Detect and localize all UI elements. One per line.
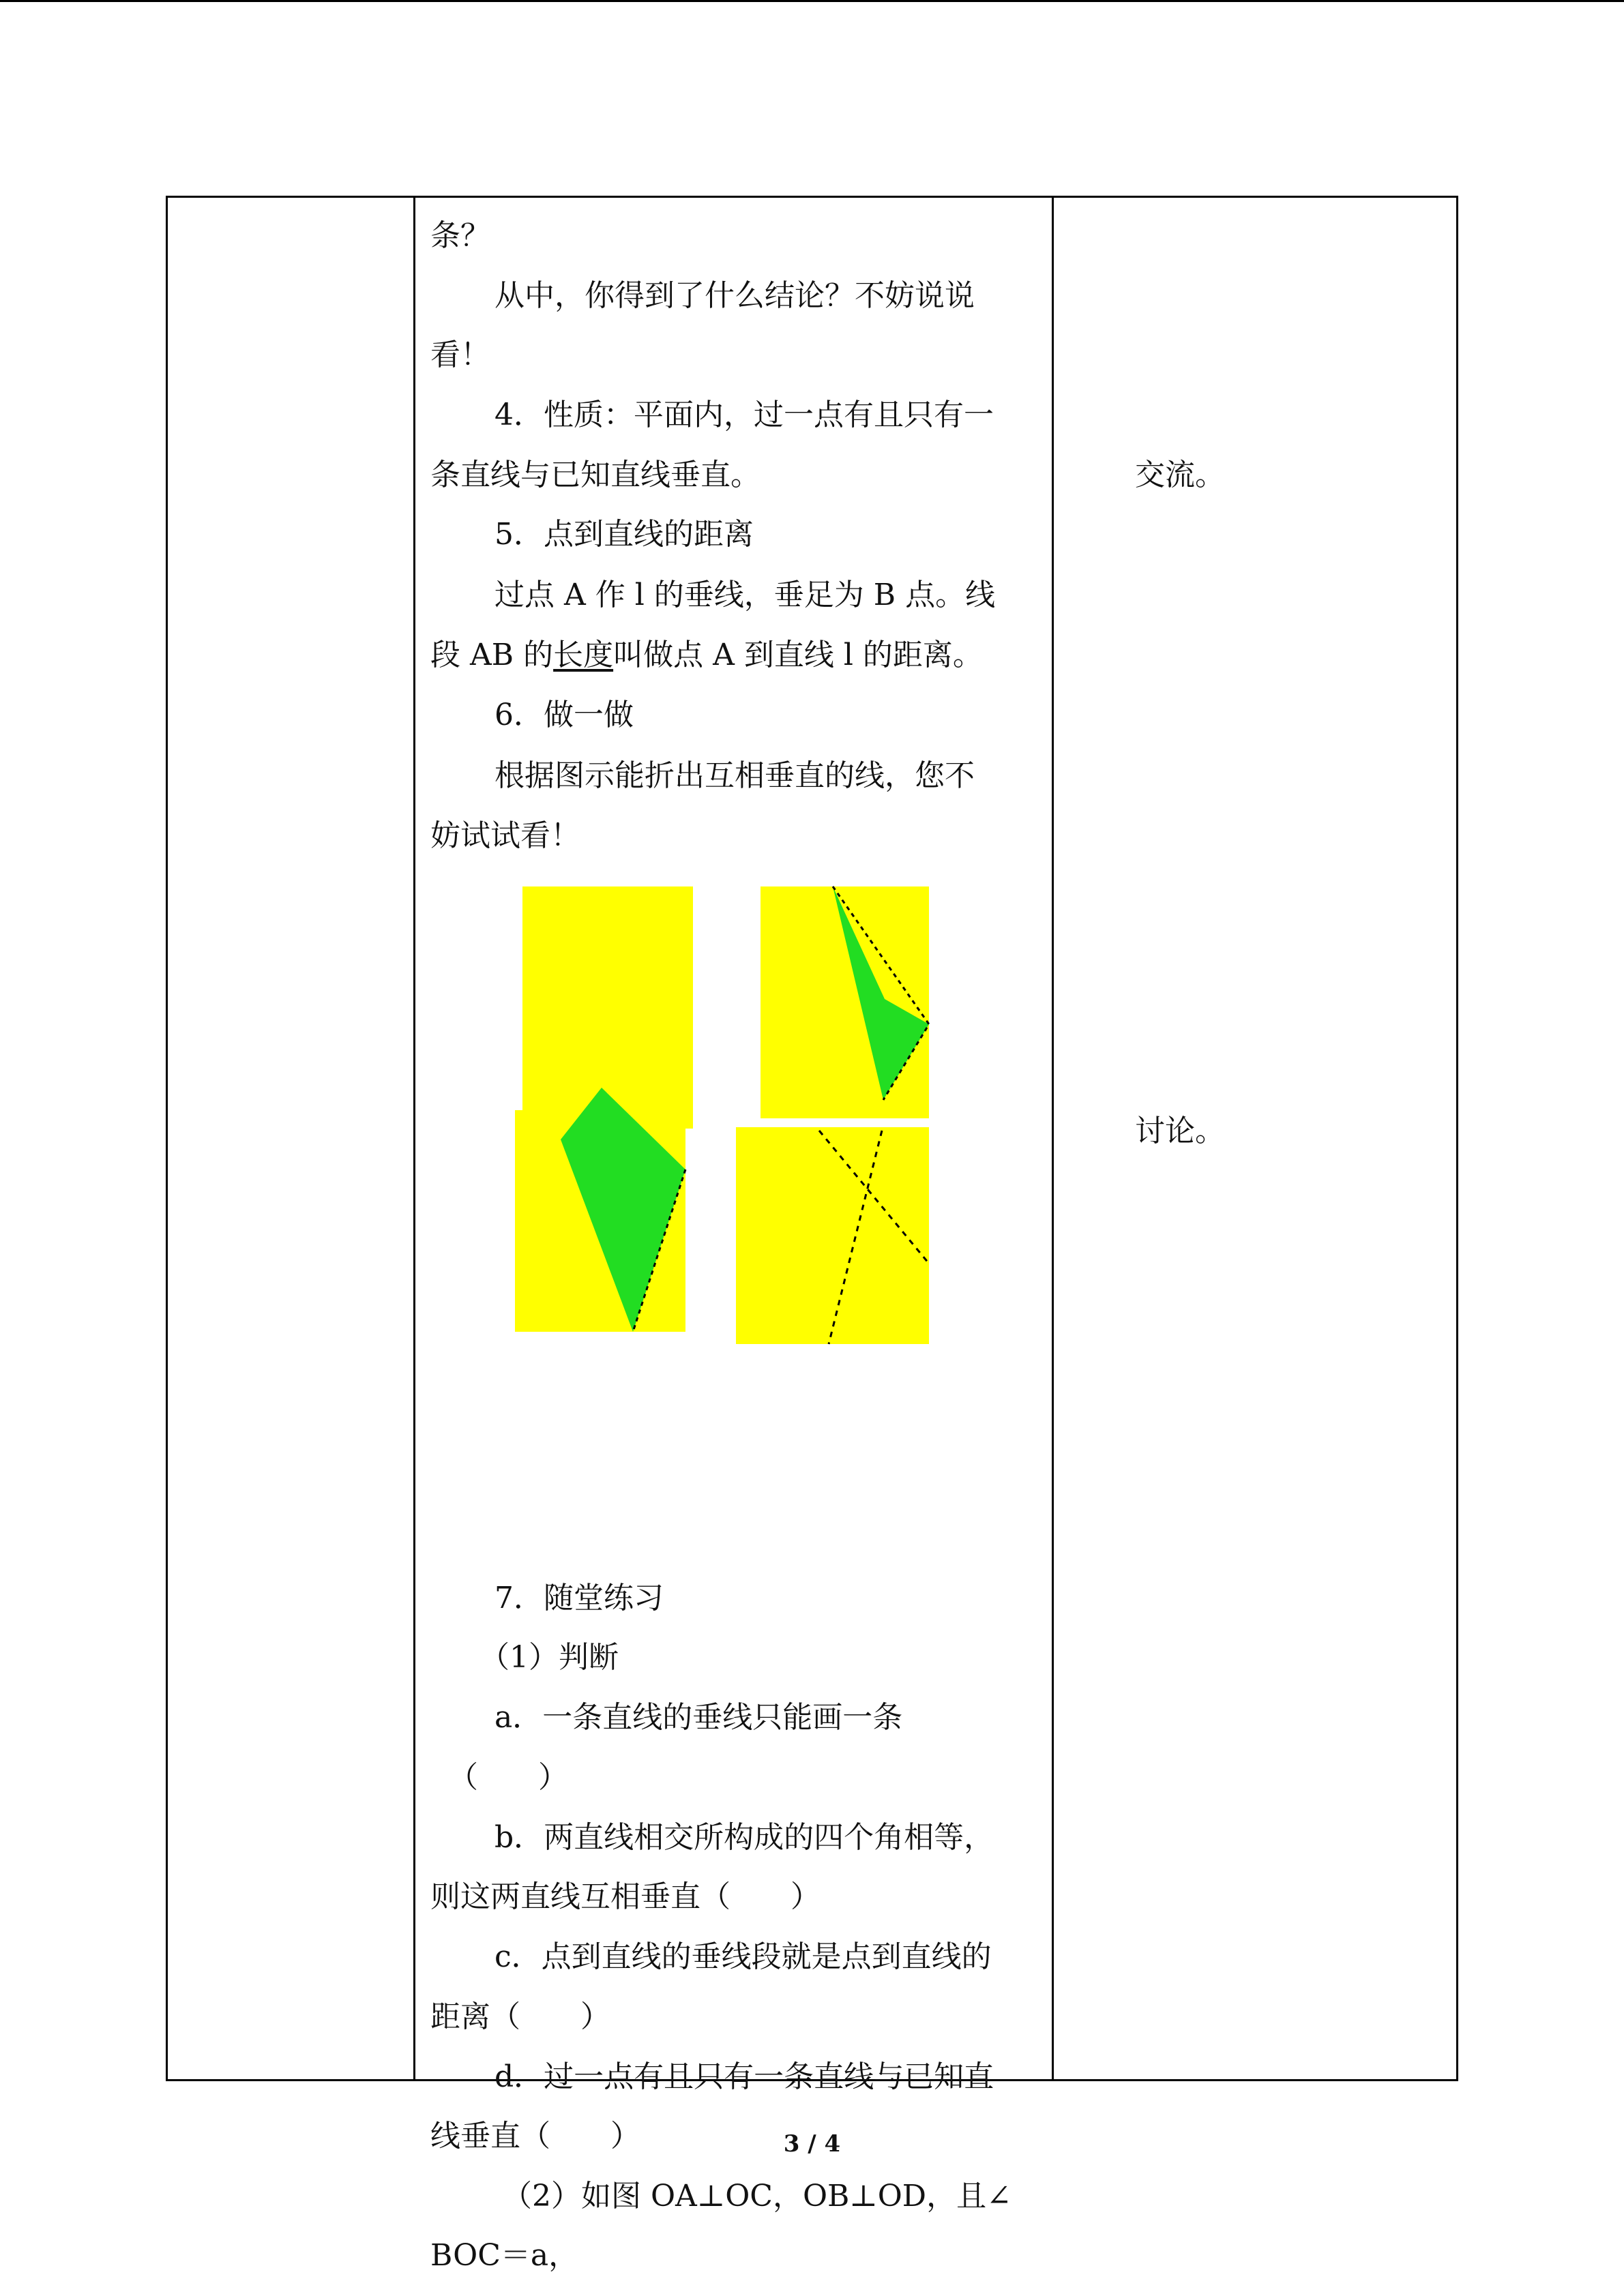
exercise-item-c: c．点到直线的垂线段就是点到直线的 — [494, 1939, 992, 1974]
figure-yellow-paper-4 — [736, 1127, 929, 1344]
content-line: 则这两直线互相垂直（ ） — [430, 1879, 821, 1914]
exercise-item-b: b．两直线相交所构成的四个角相等， — [494, 1820, 994, 1855]
content-line: 根据图示能折出互相垂直的线，您不 — [494, 758, 975, 793]
definition-prefix: 段 AB 的 — [430, 638, 554, 672]
answer-blank: （ ） — [448, 1760, 568, 1795]
page-number: 3 / 4 — [783, 2130, 841, 2158]
exercise-heading-2: （2）如图 OA⊥OC，OB⊥OD，且∠ — [502, 2179, 1012, 2213]
column-divider-right — [1052, 198, 1054, 2079]
section-heading-activity: 6．做一做 — [494, 698, 634, 732]
content-line: 妨试试看！ — [430, 818, 580, 853]
content-line: 距离（ ） — [430, 1999, 610, 2034]
definition-suffix: 叫做点 A 到直线 l 的距离。 — [613, 638, 983, 672]
column-divider-left — [413, 198, 415, 2079]
figure-yellow-paper-1 — [522, 886, 693, 1129]
content-line: 条直线与已知直线垂直。 — [430, 458, 761, 492]
exercise-item-d: d．过一点有且只有一条直线与已知直 — [494, 2059, 994, 2094]
content-line: 线垂直（ ） — [430, 2119, 640, 2153]
content-line: BOC＝a， — [430, 2238, 579, 2273]
section-heading-practice: 7．随堂练习 — [494, 1581, 664, 1615]
property-statement: 4．性质：平面内，过一点有且只有一 — [494, 398, 994, 432]
section-heading-distance: 5．点到直线的距离 — [494, 517, 754, 552]
content-line: 条？ — [430, 218, 490, 253]
underlined-term: 长度 — [553, 638, 614, 672]
paper-folding-figures — [430, 198, 1044, 2083]
page-top-border — [0, 0, 1624, 2]
exercise-heading: （1）判断 — [479, 1640, 619, 1675]
exercise-item-a: a．一条直线的垂线只能画一条 — [494, 1700, 903, 1735]
content-line: 看！ — [430, 338, 490, 372]
content-line: 过点 A 作 l 的垂线，垂足为 B 点。线 — [494, 578, 996, 612]
content-line: 从中，你得到了什么结论？不妨说说 — [494, 278, 975, 313]
student-activity-note: 交流。 — [1135, 458, 1225, 492]
student-activity-note: 讨论。 — [1135, 1114, 1225, 1148]
